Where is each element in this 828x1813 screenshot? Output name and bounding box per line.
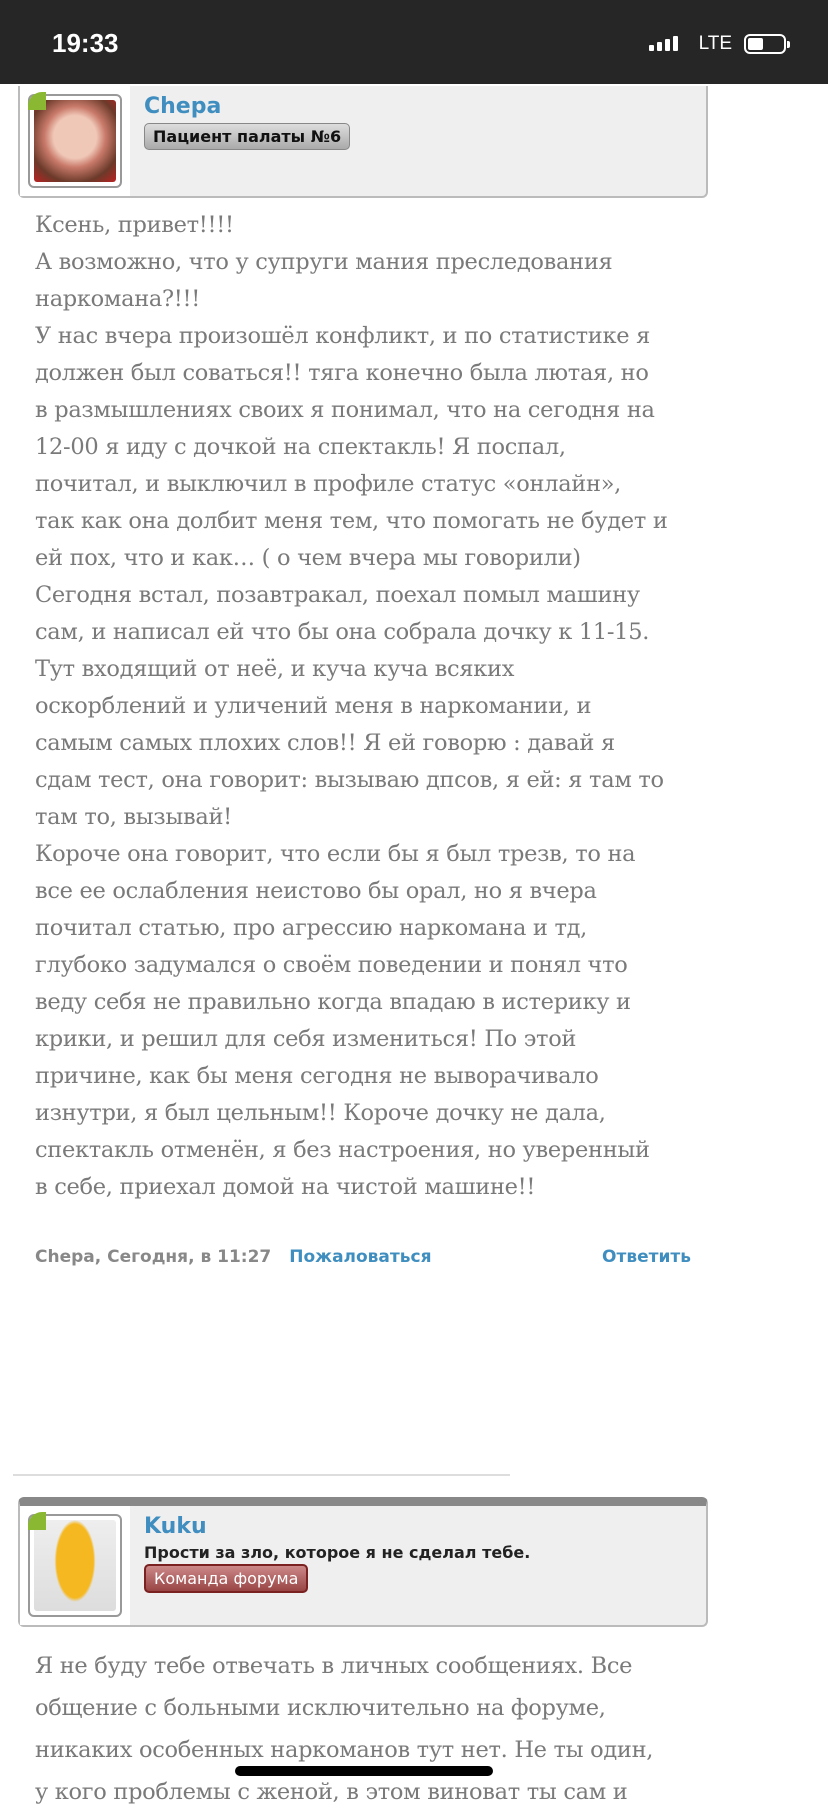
post-author-card [18, 1497, 708, 1627]
post-line: все ее ослабления неистово бы орал, но я вчера [35, 878, 597, 904]
post-line: Короче она говорит, что если бы я был трезв, то на [35, 841, 636, 867]
post-line: оскорблений и уличений меня в наркомании, и [35, 693, 592, 719]
author-motto: Прости за зло, которое я не сделал тебе. [144, 1543, 531, 1562]
post-line: Сегодня встал, позавтракал, поехал помыл машину [35, 582, 640, 608]
post-line: общение с больными исключительно на форуме, [35, 1695, 606, 1721]
post-line: никаких особенных наркоманов тут нет. Не ты один, [35, 1737, 654, 1763]
post-line: почитал статью, про агрессию наркомана и тд, [35, 915, 588, 941]
post-line: у кого проблемы с женой, в этом виноват ты сам и [35, 1779, 628, 1805]
post-line: глубоко задумался о своём поведении и понял что [35, 952, 628, 978]
post-footer [35, 1247, 691, 1267]
post-line: в размышлениях своих я понимал, что на сегодня на [35, 397, 655, 423]
post-line: должен был соваться!! тяга конечно была лютая, но [35, 360, 649, 386]
rank-badge: Пациент палаты №6 [144, 123, 350, 150]
status-bar [0, 0, 828, 84]
post-line: причине, как бы меня сегодня не выворачивало [35, 1063, 599, 1089]
post-line: там то, вызывай! [35, 804, 232, 830]
divider [13, 1474, 510, 1476]
post-line: ей пох, что и как… ( о чем вчера мы говорили) [35, 545, 581, 571]
clock: 19:33 [52, 28, 119, 58]
post-line: веду себя не правильно когда впадаю в истерику и [35, 989, 631, 1015]
post-line: Тут входящий от неё, и куча куча всяких [35, 656, 515, 682]
post-meta: Chepa, Сегодня, в 11:27 [35, 1247, 272, 1267]
author-name[interactable]: Chepa [144, 94, 222, 119]
post-line: спектакль отменён, я без настроения, но уверенный [35, 1137, 650, 1163]
post-line: изнутри, я был цельным!! Короче дочку не дала, [35, 1100, 606, 1126]
post-line: так как она долбит меня тем, что помогать не будет и [35, 508, 668, 534]
post-author-card [18, 86, 708, 198]
battery-icon [744, 34, 786, 54]
report-link[interactable]: Пожаловаться [289, 1247, 432, 1267]
post-line: сам, и написал ей что бы она собрала дочку к 11-15. [35, 619, 650, 645]
post-line: наркомана?!!! [35, 286, 201, 312]
post-line: почитал, и выключил в профиле статус «онлайн», [35, 471, 622, 497]
home-indicator[interactable] [235, 1766, 493, 1776]
signal-icon [649, 36, 678, 51]
post-line: У нас вчера произошёл конфликт, и по статистике я [35, 323, 650, 349]
reply-link[interactable]: Ответить [602, 1247, 691, 1267]
author-name[interactable]: Kuku [144, 1514, 207, 1539]
post-body [35, 207, 715, 1206]
post-line: 12-00 я иду с дочкой на спектакль! Я поспал, [35, 434, 566, 460]
post-line: Я не буду тебе отвечать в личных сообщениях. Все [35, 1653, 633, 1679]
post-line: самым самых плохих слов!! Я ей говорю : давай я [35, 730, 615, 756]
post-line: сдам тест, она говорит: вызываю дпсов, я ей: я там то [35, 767, 664, 793]
post-line: крики, и решил для себя измениться! По этой [35, 1026, 577, 1052]
post-body [35, 1645, 715, 1813]
post-line: Ксень, привет!!!! [35, 212, 234, 238]
network-label: LTE [698, 33, 732, 54]
post-line: А возможно, что у супруги мания преследования [35, 249, 613, 275]
rank-badge: Команда форума [144, 1564, 308, 1593]
post-line: в себе, приехал домой на чистой машине!! [35, 1174, 536, 1200]
